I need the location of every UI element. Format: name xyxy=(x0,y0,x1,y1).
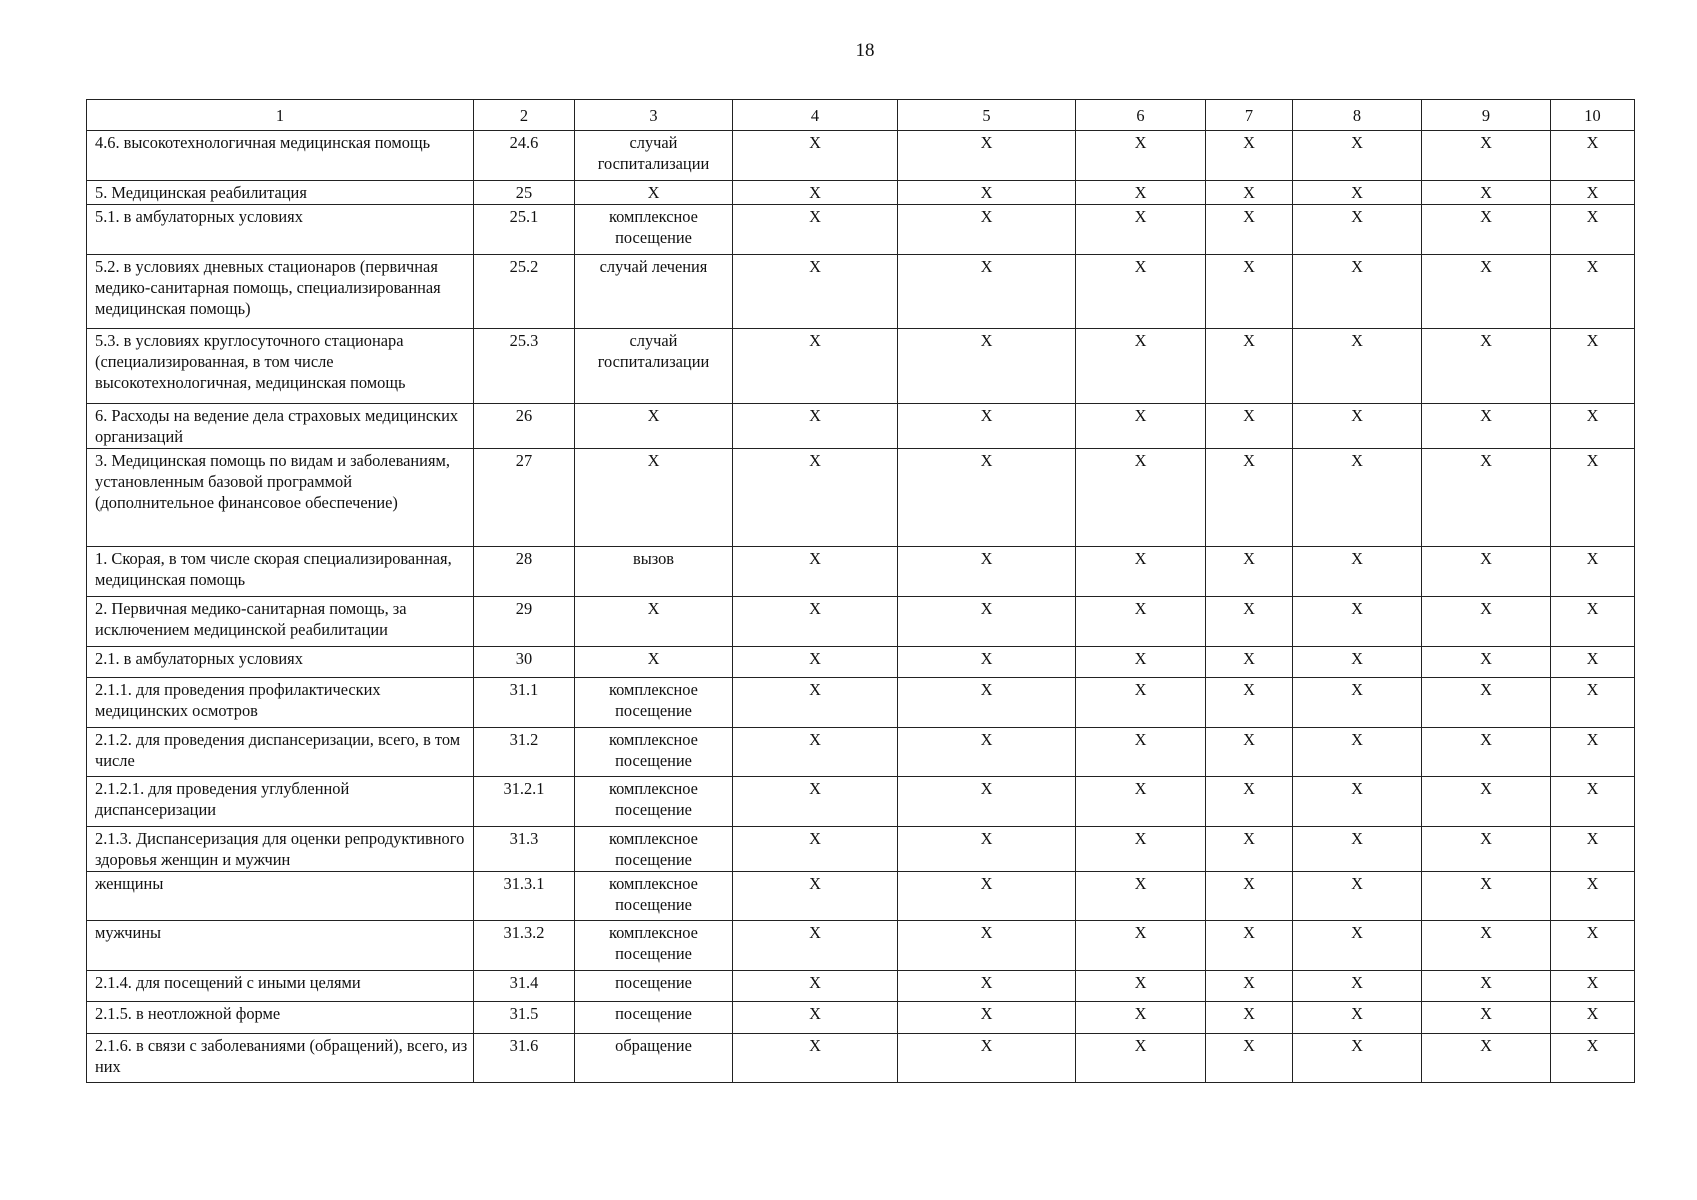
row-name-cell: 2.1.3. Диспансеризация для оценки репродуктивного здоровья женщин и мужчин xyxy=(87,827,474,872)
row-mark-cell: Х xyxy=(1551,404,1635,449)
row-name-cell: 4.6. высокотехнологичная медицинская помощь xyxy=(87,131,474,181)
row-mark-cell: Х xyxy=(898,728,1076,777)
header-cell: 1 xyxy=(87,100,474,131)
row-name-cell: 2.1.2.1. для проведения углубленной диспансеризации xyxy=(87,777,474,827)
table-row xyxy=(87,647,1635,678)
row-unit-cell: случай госпитализации xyxy=(575,131,733,181)
row-mark-cell: Х xyxy=(1293,872,1422,921)
row-mark-cell: Х xyxy=(733,1034,898,1083)
row-code-cell: 25.3 xyxy=(474,329,575,404)
row-name-cell: 2. Первичная медико-санитарная помощь, за исключением медицинской реабилитации xyxy=(87,597,474,647)
row-mark-cell: Х xyxy=(1076,547,1206,597)
table-row xyxy=(87,329,1635,404)
row-code-cell: 31.6 xyxy=(474,1034,575,1083)
row-mark-cell: Х xyxy=(1206,131,1293,181)
row-mark-cell: Х xyxy=(898,205,1076,255)
row-mark-cell: Х xyxy=(1422,181,1551,205)
row-mark-cell: Х xyxy=(1293,971,1422,1002)
row-mark-cell: Х xyxy=(1293,205,1422,255)
row-code-cell: 25 xyxy=(474,181,575,205)
table-row xyxy=(87,597,1635,647)
row-mark-cell: Х xyxy=(898,255,1076,329)
row-mark-cell: Х xyxy=(1551,205,1635,255)
row-mark-cell: Х xyxy=(1076,597,1206,647)
row-mark-cell: Х xyxy=(733,404,898,449)
row-code-cell: 26 xyxy=(474,404,575,449)
header-cell: 2 xyxy=(474,100,575,131)
row-mark-cell: Х xyxy=(1076,404,1206,449)
row-name-cell: женщины xyxy=(87,872,474,921)
row-name-cell: 5.1. в амбулаторных условиях xyxy=(87,205,474,255)
row-mark-cell: Х xyxy=(1293,181,1422,205)
row-unit-cell: Х xyxy=(575,449,733,547)
row-mark-cell: Х xyxy=(1293,1034,1422,1083)
row-mark-cell: Х xyxy=(1076,255,1206,329)
table-row xyxy=(87,777,1635,827)
table-row xyxy=(87,1002,1635,1034)
row-mark-cell: Х xyxy=(1206,205,1293,255)
row-mark-cell: Х xyxy=(1206,921,1293,971)
row-mark-cell: Х xyxy=(1076,1002,1206,1034)
row-mark-cell: Х xyxy=(1293,1002,1422,1034)
row-mark-cell: Х xyxy=(1076,728,1206,777)
row-mark-cell: Х xyxy=(1551,872,1635,921)
row-mark-cell: Х xyxy=(898,329,1076,404)
row-mark-cell: Х xyxy=(898,777,1076,827)
row-name-cell: 2.1.4. для посещений с иными целями xyxy=(87,971,474,1002)
row-code-cell: 31.3.1 xyxy=(474,872,575,921)
row-mark-cell: Х xyxy=(1551,971,1635,1002)
row-mark-cell: Х xyxy=(1076,131,1206,181)
row-mark-cell: Х xyxy=(1293,827,1422,872)
row-mark-cell: Х xyxy=(1206,547,1293,597)
table-row xyxy=(87,872,1635,921)
table-row xyxy=(87,1034,1635,1083)
row-name-cell: мужчины xyxy=(87,921,474,971)
row-mark-cell: Х xyxy=(1076,1034,1206,1083)
row-code-cell: 24.6 xyxy=(474,131,575,181)
row-mark-cell: Х xyxy=(1206,181,1293,205)
row-mark-cell: Х xyxy=(1551,131,1635,181)
page-number: 18 xyxy=(855,40,875,61)
header-cell: 4 xyxy=(733,100,898,131)
row-mark-cell: Х xyxy=(1076,205,1206,255)
header-cell: 8 xyxy=(1293,100,1422,131)
row-mark-cell: Х xyxy=(1551,181,1635,205)
row-mark-cell: Х xyxy=(733,131,898,181)
row-mark-cell: Х xyxy=(1206,404,1293,449)
row-mark-cell: Х xyxy=(1206,678,1293,728)
row-unit-cell: обращение xyxy=(575,1034,733,1083)
table-row xyxy=(87,131,1635,181)
row-mark-cell: Х xyxy=(1551,827,1635,872)
row-mark-cell: Х xyxy=(733,547,898,597)
row-mark-cell: Х xyxy=(1076,329,1206,404)
row-mark-cell: Х xyxy=(1293,597,1422,647)
row-unit-cell: комплексное посещение xyxy=(575,728,733,777)
row-name-cell: 3. Медицинская помощь по видам и заболеваниям, установленным базовой программой (дополнительное финансовое обеспечение) xyxy=(87,449,474,547)
table-row xyxy=(87,205,1635,255)
row-mark-cell: Х xyxy=(1206,1034,1293,1083)
header-cell: 9 xyxy=(1422,100,1551,131)
row-name-cell: 5.3. в условиях круглосуточного стационара (специализированная, в том числе высокотехнологичная, медицинская помощь xyxy=(87,329,474,404)
row-unit-cell: посещение xyxy=(575,971,733,1002)
row-mark-cell: Х xyxy=(1422,872,1551,921)
row-mark-cell: Х xyxy=(1422,827,1551,872)
row-mark-cell: Х xyxy=(898,181,1076,205)
row-code-cell: 31.3 xyxy=(474,827,575,872)
row-mark-cell: Х xyxy=(733,921,898,971)
row-mark-cell: Х xyxy=(1206,647,1293,678)
row-unit-cell: комплексное посещение xyxy=(575,921,733,971)
row-code-cell: 31.4 xyxy=(474,971,575,1002)
row-mark-cell: Х xyxy=(898,131,1076,181)
row-mark-cell: Х xyxy=(898,921,1076,971)
row-mark-cell: Х xyxy=(1206,449,1293,547)
table-row xyxy=(87,449,1635,547)
table-row xyxy=(87,181,1635,205)
row-mark-cell: Х xyxy=(733,777,898,827)
row-mark-cell: Х xyxy=(1076,678,1206,728)
row-mark-cell: Х xyxy=(733,678,898,728)
row-name-cell: 2.1.5. в неотложной форме xyxy=(87,1002,474,1034)
row-mark-cell: Х xyxy=(898,449,1076,547)
table-row xyxy=(87,678,1635,728)
row-mark-cell: Х xyxy=(1206,971,1293,1002)
table-row xyxy=(87,547,1635,597)
row-mark-cell: Х xyxy=(1293,404,1422,449)
row-mark-cell: Х xyxy=(1293,329,1422,404)
table-row xyxy=(87,728,1635,777)
row-mark-cell: Х xyxy=(1551,1034,1635,1083)
table-row xyxy=(87,827,1635,872)
row-unit-cell: Х xyxy=(575,404,733,449)
row-mark-cell: Х xyxy=(733,728,898,777)
row-mark-cell: Х xyxy=(1551,1002,1635,1034)
row-mark-cell: Х xyxy=(1076,872,1206,921)
row-unit-cell: комплексное посещение xyxy=(575,777,733,827)
row-code-cell: 25.2 xyxy=(474,255,575,329)
row-mark-cell: Х xyxy=(1422,647,1551,678)
header-cell: 10 xyxy=(1551,100,1635,131)
row-mark-cell: Х xyxy=(1293,647,1422,678)
row-mark-cell: Х xyxy=(1422,1002,1551,1034)
row-mark-cell: Х xyxy=(1422,777,1551,827)
row-mark-cell: Х xyxy=(898,404,1076,449)
row-mark-cell: Х xyxy=(733,181,898,205)
header-cell: 5 xyxy=(898,100,1076,131)
header-cell: 6 xyxy=(1076,100,1206,131)
row-name-cell: 2.1.2. для проведения диспансеризации, всего, в том числе xyxy=(87,728,474,777)
row-mark-cell: Х xyxy=(1206,597,1293,647)
row-code-cell: 27 xyxy=(474,449,575,547)
row-mark-cell: Х xyxy=(733,1002,898,1034)
row-mark-cell: Х xyxy=(1551,255,1635,329)
table-row xyxy=(87,921,1635,971)
row-mark-cell: Х xyxy=(1206,329,1293,404)
row-mark-cell: Х xyxy=(1551,597,1635,647)
row-mark-cell: Х xyxy=(898,678,1076,728)
row-name-cell: 2.1. в амбулаторных условиях xyxy=(87,647,474,678)
row-mark-cell: Х xyxy=(898,872,1076,921)
row-mark-cell: Х xyxy=(1551,449,1635,547)
row-mark-cell: Х xyxy=(1551,728,1635,777)
row-name-cell: 2.1.6. в связи с заболеваниями (обращений), всего, из них xyxy=(87,1034,474,1083)
row-mark-cell: Х xyxy=(733,597,898,647)
row-mark-cell: Х xyxy=(1422,404,1551,449)
row-mark-cell: Х xyxy=(898,597,1076,647)
row-mark-cell: Х xyxy=(1422,728,1551,777)
row-mark-cell: Х xyxy=(1076,921,1206,971)
row-mark-cell: Х xyxy=(1206,827,1293,872)
row-mark-cell: Х xyxy=(1422,205,1551,255)
row-mark-cell: Х xyxy=(1206,1002,1293,1034)
row-mark-cell: Х xyxy=(1206,728,1293,777)
table-row xyxy=(87,255,1635,329)
row-mark-cell: Х xyxy=(1076,647,1206,678)
header-row xyxy=(87,100,1635,131)
row-mark-cell: Х xyxy=(898,827,1076,872)
row-mark-cell: Х xyxy=(1293,921,1422,971)
row-mark-cell: Х xyxy=(1422,678,1551,728)
row-mark-cell: Х xyxy=(1076,449,1206,547)
row-mark-cell: Х xyxy=(1422,547,1551,597)
row-mark-cell: Х xyxy=(1076,827,1206,872)
row-mark-cell: Х xyxy=(898,647,1076,678)
row-mark-cell: Х xyxy=(1076,777,1206,827)
row-unit-cell: комплексное посещение xyxy=(575,827,733,872)
row-mark-cell: Х xyxy=(733,971,898,1002)
data-table xyxy=(86,99,1635,1083)
row-code-cell: 31.1 xyxy=(474,678,575,728)
row-mark-cell: Х xyxy=(1206,777,1293,827)
row-unit-cell: Х xyxy=(575,647,733,678)
table-row xyxy=(87,404,1635,449)
row-mark-cell: Х xyxy=(1551,777,1635,827)
row-mark-cell: Х xyxy=(1293,777,1422,827)
row-unit-cell: случай госпитализации xyxy=(575,329,733,404)
row-mark-cell: Х xyxy=(1551,678,1635,728)
row-mark-cell: Х xyxy=(733,872,898,921)
header-cell: 7 xyxy=(1206,100,1293,131)
row-code-cell: 25.1 xyxy=(474,205,575,255)
row-mark-cell: Х xyxy=(1076,971,1206,1002)
row-mark-cell: Х xyxy=(898,971,1076,1002)
row-code-cell: 31.3.2 xyxy=(474,921,575,971)
row-mark-cell: Х xyxy=(1293,547,1422,597)
row-mark-cell: Х xyxy=(1551,329,1635,404)
row-name-cell: 2.1.1. для проведения профилактических медицинских осмотров xyxy=(87,678,474,728)
row-mark-cell: Х xyxy=(1293,449,1422,547)
row-mark-cell: Х xyxy=(1293,678,1422,728)
row-code-cell: 29 xyxy=(474,597,575,647)
table-row xyxy=(87,971,1635,1002)
row-name-cell: 6. Расходы на ведение дела страховых медицинских организаций xyxy=(87,404,474,449)
row-mark-cell: Х xyxy=(1293,255,1422,329)
header-cell: 3 xyxy=(575,100,733,131)
row-mark-cell: Х xyxy=(1422,449,1551,547)
row-mark-cell: Х xyxy=(898,547,1076,597)
row-mark-cell: Х xyxy=(1293,131,1422,181)
row-mark-cell: Х xyxy=(733,255,898,329)
row-mark-cell: Х xyxy=(1076,181,1206,205)
row-mark-cell: Х xyxy=(1551,647,1635,678)
row-mark-cell: Х xyxy=(1422,255,1551,329)
row-name-cell: 5.2. в условиях дневных стационаров (первичная медико-санитарная помощь, специализированная медицинская помощь) xyxy=(87,255,474,329)
row-code-cell: 31.5 xyxy=(474,1002,575,1034)
row-unit-cell: посещение xyxy=(575,1002,733,1034)
row-mark-cell: Х xyxy=(1551,921,1635,971)
row-unit-cell: случай лечения xyxy=(575,255,733,329)
row-unit-cell: Х xyxy=(575,181,733,205)
row-mark-cell: Х xyxy=(1422,131,1551,181)
row-unit-cell: комплексное посещение xyxy=(575,205,733,255)
row-unit-cell: Х xyxy=(575,597,733,647)
row-code-cell: 28 xyxy=(474,547,575,597)
row-mark-cell: Х xyxy=(1422,1034,1551,1083)
row-mark-cell: Х xyxy=(898,1034,1076,1083)
row-mark-cell: Х xyxy=(733,647,898,678)
row-mark-cell: Х xyxy=(1293,728,1422,777)
row-name-cell: 1. Скорая, в том числе скорая специализированная, медицинская помощь xyxy=(87,547,474,597)
row-mark-cell: Х xyxy=(733,827,898,872)
row-mark-cell: Х xyxy=(898,1002,1076,1034)
row-mark-cell: Х xyxy=(1422,329,1551,404)
row-mark-cell: Х xyxy=(733,329,898,404)
row-unit-cell: вызов xyxy=(575,547,733,597)
row-mark-cell: Х xyxy=(1206,872,1293,921)
row-mark-cell: Х xyxy=(1422,971,1551,1002)
row-code-cell: 31.2.1 xyxy=(474,777,575,827)
row-unit-cell: комплексное посещение xyxy=(575,678,733,728)
row-mark-cell: Х xyxy=(1551,547,1635,597)
row-mark-cell: Х xyxy=(733,205,898,255)
row-name-cell: 5. Медицинская реабилитация xyxy=(87,181,474,205)
row-mark-cell: Х xyxy=(1422,597,1551,647)
row-code-cell: 31.2 xyxy=(474,728,575,777)
row-mark-cell: Х xyxy=(1206,255,1293,329)
row-mark-cell: Х xyxy=(733,449,898,547)
row-code-cell: 30 xyxy=(474,647,575,678)
row-unit-cell: комплексное посещение xyxy=(575,872,733,921)
row-mark-cell: Х xyxy=(1422,921,1551,971)
